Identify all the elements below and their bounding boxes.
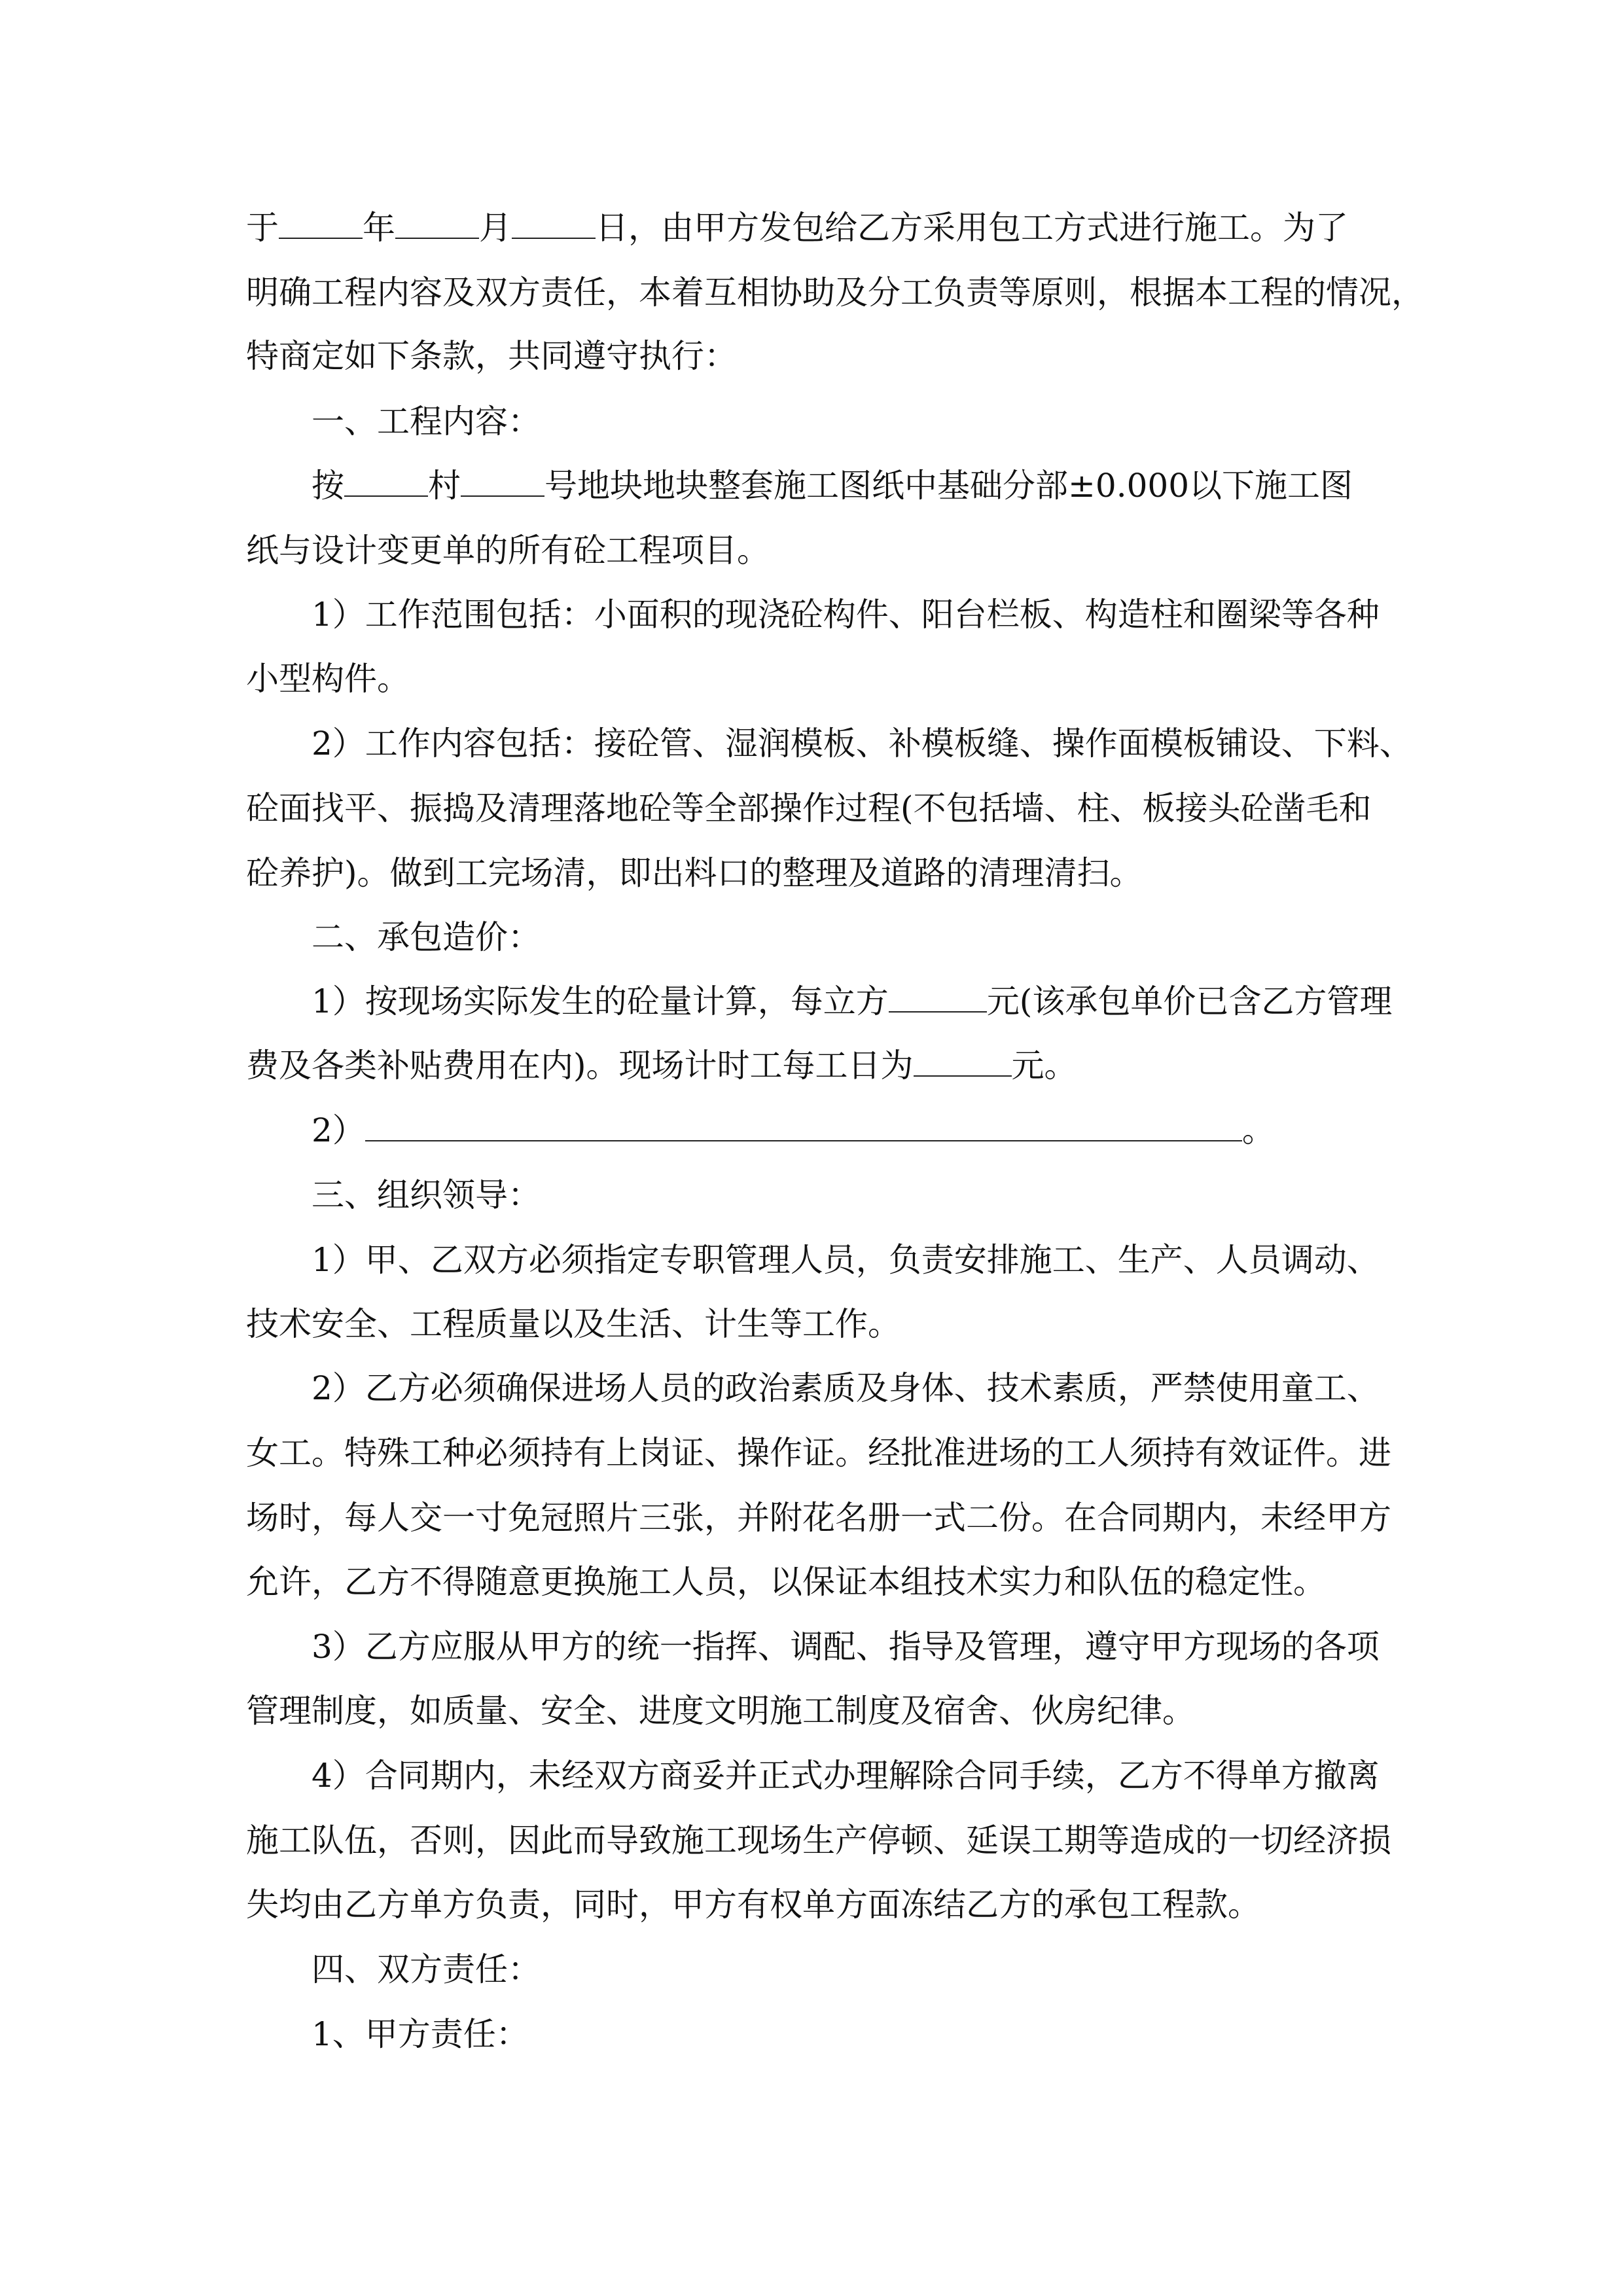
subsection-heading: 1、甲方责任：: [312, 2015, 529, 2053]
text-segment: 于: [246, 209, 279, 247]
paragraph-line: [246, 1046, 1398, 1085]
paragraph-line: [312, 1111, 1463, 1150]
month-blank: [395, 209, 479, 239]
paragraph-line: 允许，乙方不得随意更换施工人员，以保证本组技术实力和队伍的稳定性。: [246, 1563, 1326, 1601]
year-blank: [279, 209, 363, 239]
paragraph-line: [246, 208, 1398, 247]
text-segment: 号地块地块整套施工图纸中基础分部±0.000以下施工图: [544, 467, 1353, 505]
paragraph-line: 4）合同期内，未经双方商妥并正式办理解除合同手续，乙方不得单方撤离: [312, 1757, 1380, 1795]
day-blank: [512, 209, 596, 239]
text-segment: 村: [428, 467, 461, 505]
paragraph-line: 小型构件。: [246, 660, 410, 698]
section-heading: 一、工程内容：: [312, 403, 541, 440]
paragraph-line: 2）乙方必须确保进场人员的政治素质及身体、技术素质，严禁使用童工、: [312, 1369, 1380, 1407]
text-segment: 按: [312, 467, 344, 505]
paragraph-line: 特商定如下条款，共同遵守执行：: [246, 337, 737, 375]
paragraph-line: [312, 466, 1463, 505]
section-heading: 二、承包造价：: [312, 918, 541, 956]
paragraph-line: 女工。特殊工种必须持有上岗证、操作证。经批准进场的工人须持有效证件。进: [246, 1434, 1391, 1472]
text-segment: 。: [1241, 1111, 1275, 1149]
paragraph-line: 1）工作范围包括：小面积的现浇砼构件、阳台栏板、构造柱和圈梁等各种: [312, 596, 1380, 634]
paragraph-line: 砼面找平、振捣及清理落地砼等全部操作过程(不包括墙、柱、板接头砼凿毛和: [246, 789, 1372, 827]
section-heading: 四、双方责任：: [312, 1950, 541, 1988]
text-segment: 费及各类补贴费用在内)。现场计时工每工日为: [246, 1047, 914, 1085]
paragraph-line: 纸与设计变更单的所有砼工程项目。: [246, 531, 770, 569]
village-blank: [344, 467, 428, 497]
paragraph-line: 2）工作内容包括：接砼管、湿润模板、补模板缝、操作面模板铺设、下料、: [312, 725, 1412, 762]
text-segment: 2）: [312, 1111, 365, 1149]
daily-wage-blank: [914, 1047, 1012, 1077]
paragraph-line: 砼养护)。做到工完场清，即出料口的整理及道路的清理清扫。: [246, 854, 1143, 892]
paragraph-line: 明确工程内容及双方责任，本着互相协助及分工负责等原则，根据本工程的情况，: [246, 274, 1424, 312]
paragraph-line: 施工队伍，否则，因此而导致施工现场生产停顿、延误工期等造成的一切经济损: [246, 1821, 1391, 1859]
lot-number-blank: [461, 467, 544, 497]
unit-price-blank: [889, 982, 987, 1013]
long-blank: [365, 1111, 1242, 1141]
paragraph-line: 场时，每人交一寸免冠照片三张，并附花名册一式二份。在合同期内，未经甲方: [246, 1499, 1391, 1537]
paragraph-line: 技术安全、工程质量以及生活、计生等工作。: [246, 1305, 901, 1343]
text-segment: 年: [363, 209, 395, 247]
paragraph-line: 管理制度，如质量、安全、进度文明施工制度及宿舍、伙房纪律。: [246, 1692, 1195, 1730]
paragraph-line: [312, 982, 1463, 1021]
paragraph-line: 失均由乙方单方负责，同时，甲方有权单方面冻结乙方的承包工程款。: [246, 1886, 1260, 1924]
text-segment: 1）按现场实际发生的砼量计算，每立方: [312, 982, 889, 1020]
text-segment: 元(该承包单价已含乙方管理: [986, 982, 1393, 1020]
section-heading: 三、组织领导：: [312, 1176, 541, 1214]
text-segment: 日，由甲方发包给乙方采用包工方式进行施工。为了: [596, 209, 1348, 247]
text-segment: 月: [479, 209, 512, 247]
paragraph-line: 1）甲、乙双方必须指定专职管理人员，负责安排施工、生产、人员调动、: [312, 1241, 1380, 1279]
paragraph-line: 3）乙方应服从甲方的统一指挥、调配、指导及管理，遵守甲方现场的各项: [312, 1628, 1380, 1666]
text-segment: 元。: [1011, 1047, 1077, 1085]
